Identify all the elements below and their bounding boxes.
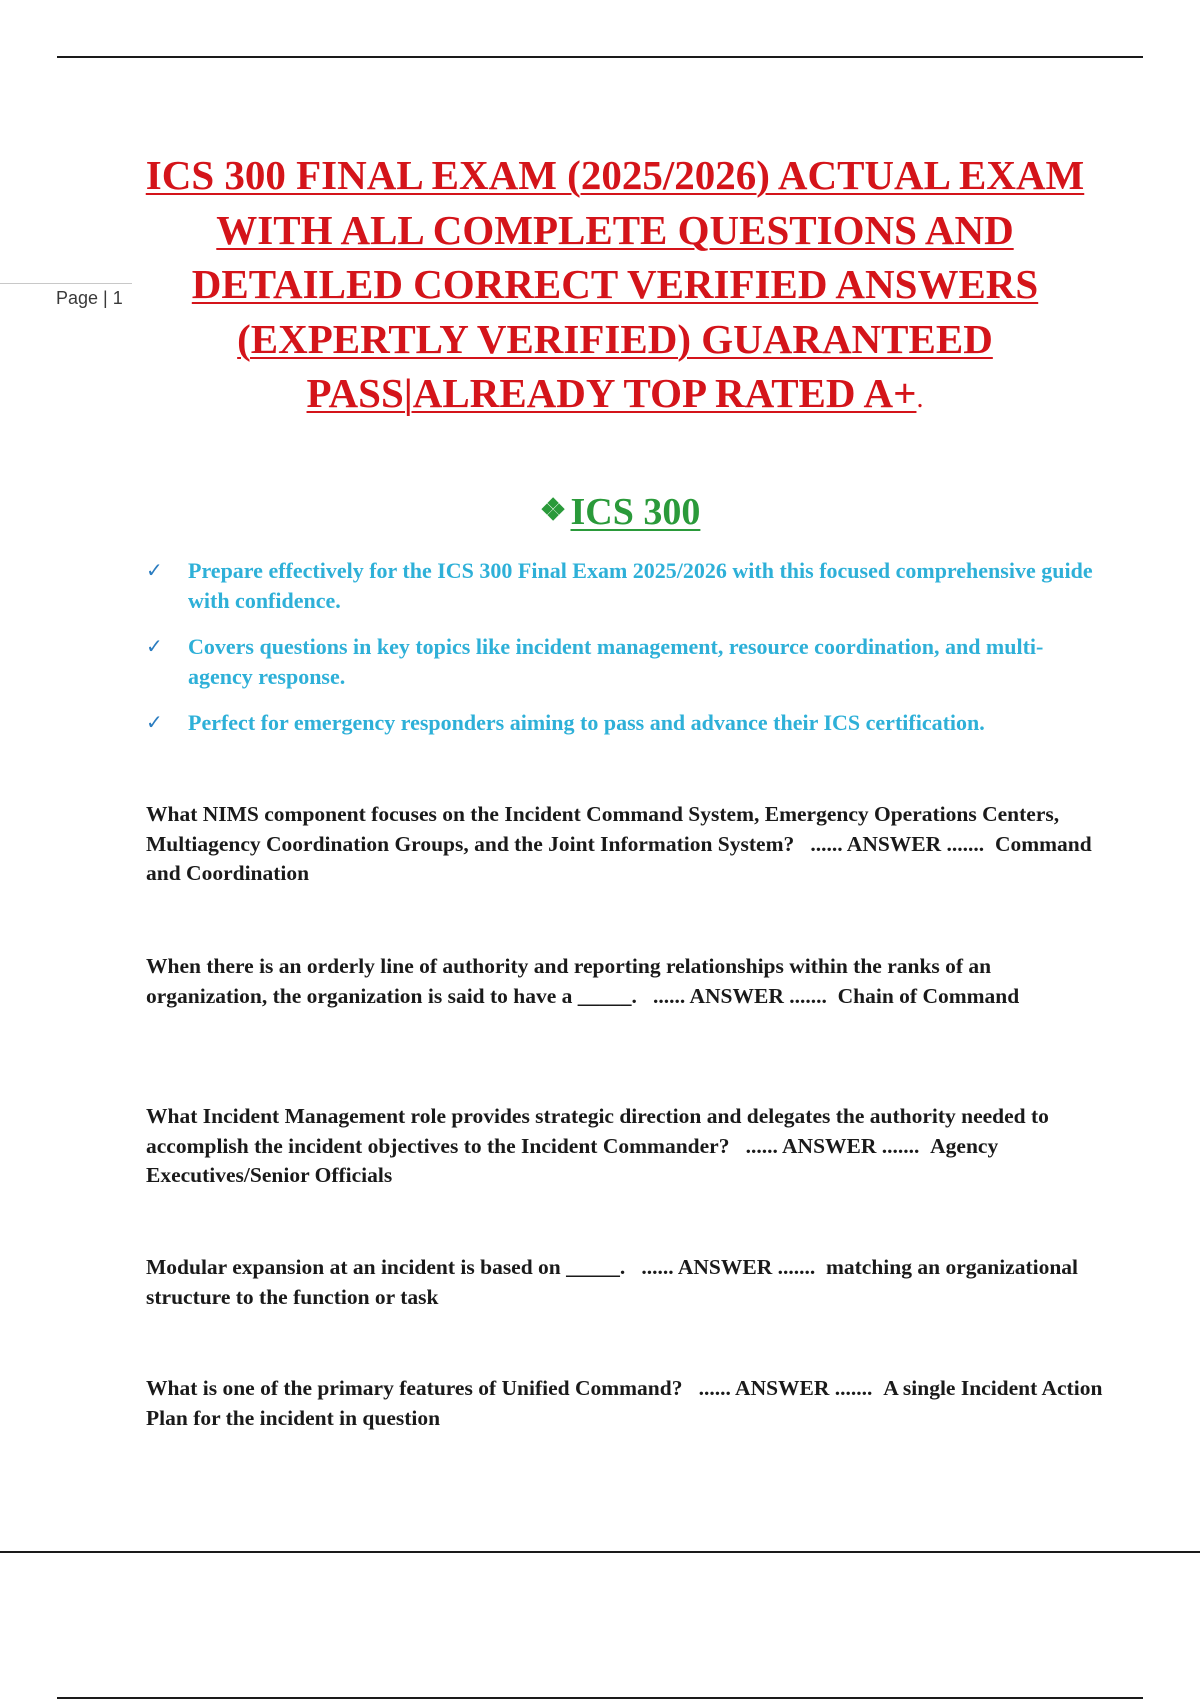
- qa-item: [146, 1102, 1106, 1191]
- checkmark-icon: ✓: [146, 712, 163, 734]
- answer-separator: ...... ANSWER .......: [641, 1255, 816, 1279]
- list-item: [140, 632, 1100, 692]
- document-title-text: ICS 300 FINAL EXAM (2025/2026) ACTUAL EXAM WITH ALL COMPLETE QUESTIONS AND DETAILED CORRECT VERIFIED ANSWERS (EXPERTLY VERIFIED) GUARANTEED PASS|ALREADY TOP RATED A+: [145, 152, 1085, 416]
- answer-separator: ...... ANSWER .......: [745, 1133, 920, 1158]
- diamond-icon: ❖: [539, 494, 567, 527]
- document-title: [120, 148, 1110, 427]
- answer-text: Command and Coordination: [146, 831, 1092, 885]
- checkmark-icon: ✓: [146, 560, 163, 582]
- list-item: [140, 556, 1100, 616]
- answer-separator: ...... ANSWER .......: [698, 1376, 873, 1400]
- page-break-rule: [0, 1551, 1200, 1553]
- question-text: What Incident Management role provides strategic direction and delegates the authority needed to accomplish the incident objectives to the Incident Commander?: [146, 1104, 1049, 1158]
- checkmark-icon: ✓: [146, 636, 163, 658]
- list-item-text: Covers questions in key topics like incident management, resource coordination, and multi-agency response.: [188, 634, 1044, 689]
- next-page-header-rule: [57, 1697, 1143, 1699]
- qa-item: [146, 1374, 1106, 1433]
- question-text: Modular expansion at an incident is based on _____.: [146, 1255, 626, 1279]
- page-tab-divider: [0, 283, 132, 284]
- list-item-text: Prepare effectively for the ICS 300 Final Exam 2025/2026 with this focused comprehensive guide with confidence.: [188, 558, 1093, 613]
- answer-text: Chain of Command: [837, 983, 1020, 1008]
- feature-list: [140, 556, 1100, 754]
- section-heading: [0, 490, 1200, 534]
- answer-text: A single Incident Action Plan for the incident in question: [146, 1376, 1103, 1430]
- qa-item: [146, 952, 1106, 1011]
- answer-text: Agency Executives/Senior Officials: [146, 1133, 999, 1187]
- qa-item: [146, 800, 1106, 889]
- document-title-trailing: .: [916, 383, 924, 414]
- question-text: What is one of the primary features of Unified Command?: [146, 1376, 683, 1400]
- list-item: [140, 708, 1100, 738]
- list-item-text: Perfect for emergency responders aiming to pass and advance their ICS certification.: [188, 710, 985, 735]
- answer-separator: ...... ANSWER .......: [810, 831, 985, 856]
- section-heading-text: ICS 300: [570, 491, 701, 533]
- answer-text: matching an organizational structure to the function or task: [146, 1255, 1079, 1309]
- header-rule: [57, 56, 1143, 58]
- question-text: What NIMS component focuses on the Incident Command System, Emergency Operations Centers, Multiagency Coordination Groups, and the Joint Information System?: [146, 802, 1060, 856]
- qa-item: [146, 1253, 1106, 1312]
- question-text: When there is an orderly line of authority and reporting relationships within the ranks of an organization, the organization is said to have a _____.: [146, 954, 992, 1008]
- answer-separator: ...... ANSWER .......: [653, 983, 827, 1008]
- page-number: Page | 1: [56, 288, 123, 308]
